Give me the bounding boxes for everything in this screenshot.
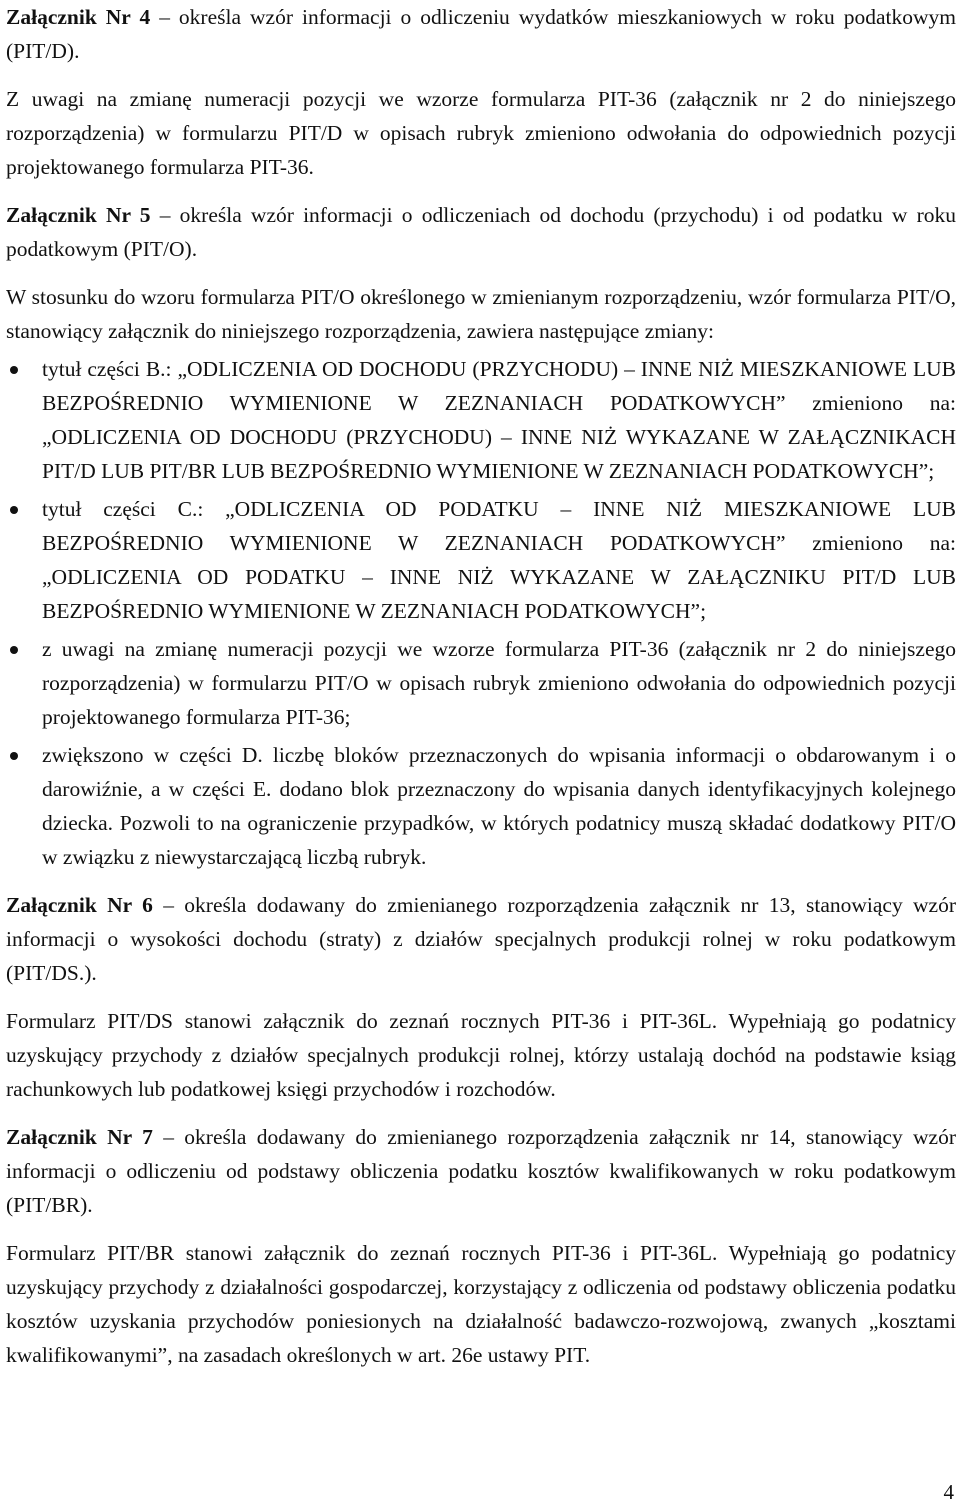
list-item-text: z uwagi na zmianę numeracji pozycji we wzorze formularza PIT-36 (załącznik nr 2 do niniejszego rozporządzenia) w formularzu PIT/O w opisach rubryk zmieniono odwołania do odpowiednich pozycji projektowanego formularza PIT-36;: [42, 637, 956, 729]
changes-list: [6, 352, 956, 874]
bullet-icon: [10, 752, 18, 760]
list-item: [6, 738, 956, 874]
annex-5-text: – określa wzór informacji o odliczeniach od dochodu (przychodu) i od podatku w roku podatkowym (PIT/O).: [6, 203, 956, 261]
list-item: [6, 352, 956, 488]
bullet-icon: [10, 646, 18, 654]
paragraph-annex-4: [6, 0, 956, 68]
annex-4-text: – określa wzór informacji o odliczeniu wydatków mieszkaniowych w roku podatkowym (PIT/D).: [6, 5, 957, 63]
annex-5-heading: Załącznik Nr 5: [6, 203, 151, 227]
annex-7-text: – określa dodawany do zmienianego rozporządzenia załącznik nr 14, stanowiący wzór informacji o odliczeniu od podstawy obliczenia podatku kosztów kwalifikowanych w roku podatkowym (PIT/BR).: [6, 1125, 957, 1217]
annex-7-heading: Załącznik Nr 7: [6, 1125, 153, 1149]
paragraph-pit-ds: Formularz PIT/DS stanowi załącznik do zeznań rocznych PIT-36 i PIT-36L. Wypełniają go podatnicy uzyskujący przychody z działów specjalnych produkcji rolnej, którzy ustalają dochód na podstawie ksiąg rachunkowych lub podatkowej księgi przychodów i rozchodów.: [6, 1009, 956, 1101]
list-item: [6, 492, 956, 628]
page-number: 4: [943, 1480, 954, 1504]
paragraph-pit-br: Formularz PIT/BR stanowi załącznik do zeznań rocznych PIT-36 i PIT-36L. Wypełniają go podatnicy uzyskujący przychody z działalności gospodarczej, korzystający z odliczenia od podstawy obliczenia podatku kosztów uzyskania przychodów poniesionych na działalność badawczo-rozwojową, zwanych „kosztami kwalifikowanymi”, na zasadach określonych w art. 26e ustawy PIT.: [6, 1241, 956, 1367]
document-page: [6, 0, 956, 1372]
annex-4-heading: Załącznik Nr 4: [6, 5, 151, 29]
paragraph-annex-7: [6, 1120, 956, 1222]
paragraph-pit-d-numbering: Z uwagi na zmianę numeracji pozycji we wzorze formularza PIT-36 (załącznik nr 2 do niniejszego rozporządzenia) w formularzu PIT/D w opisach rubryk zmieniono odwołania do odpowiednich pozycji projektowanego formularza PIT-36.: [6, 87, 956, 179]
paragraph-annex-5: [6, 198, 956, 266]
list-item-text: tytuł części B.: „ODLICZENIA OD DOCHODU (PRZYCHODU) – INNE NIŻ MIESZKANIOWE LUB BEZPOŚREDNIO WYMIENIONE W ZEZNANIACH PODATKOWYCH” zmieniono na: „ODLICZENIA OD DOCHODU (PRZYCHODU) – INNE NIŻ WYKAZANE W ZAŁĄCZNIKACH PIT/D LUB PIT/BR LUB BEZPOŚREDNIO WYMIENIONE W ZEZNANIACH PODATKOWYCH”;: [42, 357, 956, 483]
list-item-text: tytuł części C.: „ODLICZENIA OD PODATKU – INNE NIŻ MIESZKANIOWE LUB BEZPOŚREDNIO WYMIENIONE W ZEZNANIACH PODATKOWYCH” zmieniono na: „ODLICZENIA OD PODATKU – INNE NIŻ WYKAZANE W ZAŁĄCZNIKU PIT/D LUB BEZPOŚREDNIO WYMIENIONE W ZEZNANIACH PODATKOWYCH”;: [42, 497, 956, 623]
list-item: [6, 632, 956, 734]
paragraph-annex-6: [6, 888, 956, 990]
annex-6-text: – określa dodawany do zmienianego rozporządzenia załącznik nr 13, stanowiący wzór informacji o wysokości dochodu (straty) z działów specjalnych produkcji rolnej w roku podatkowym (PIT/DS.).: [6, 893, 957, 985]
bullet-icon: [10, 366, 18, 374]
bullet-icon: [10, 506, 18, 514]
list-item-text: zwiększono w części D. liczbę bloków przeznaczonych do wpisania informacji o obdarowanym i o darowiźnie, a w części E. dodano blok przeznaczony do wpisania danych identyfikacyjnych kolejnego dziecka. Pozwoli to na ograniczenie przypadków, w których podatnicy muszą składać dodatkowy PIT/O w związku z niewystarczającą liczbą rubryk.: [42, 743, 956, 869]
annex-6-heading: Załącznik Nr 6: [6, 893, 153, 917]
paragraph-pit-o-changes: W stosunku do wzoru formularza PIT/O określonego w zmienianym rozporządzeniu, wzór formularza PIT/O, stanowiący załącznik do niniejszego rozporządzenia, zawiera następujące zmiany:: [6, 285, 956, 343]
